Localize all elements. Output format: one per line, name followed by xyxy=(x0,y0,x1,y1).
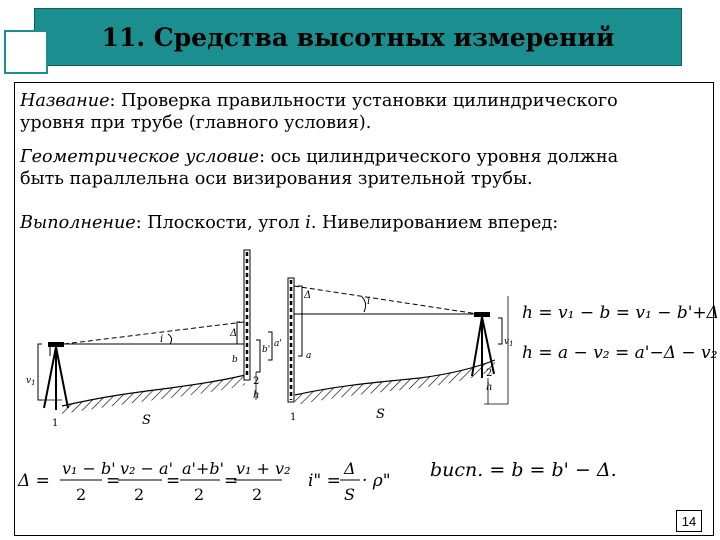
label-i-right: i xyxy=(367,296,371,307)
label-s-left: S xyxy=(142,413,151,428)
label-delta-right: Δ xyxy=(304,290,312,301)
condition-text-line2: быть параллельна оси визирования зрительной трубы. xyxy=(20,169,533,189)
name-text: : Проверка правильности установки цилиндрического xyxy=(109,91,618,111)
leveling-staff-left xyxy=(244,250,250,380)
label-a: a xyxy=(306,351,312,361)
execution-text: : Плоскости, угол xyxy=(135,213,306,233)
condition-text: : ось цилиндрического уровня должна xyxy=(259,147,619,167)
label-point-1-left: 1 xyxy=(52,418,59,429)
svg-text:2: 2 xyxy=(252,485,263,504)
svg-text:2: 2 xyxy=(76,485,87,504)
page-title: 11. Средства высотных измерений xyxy=(101,22,615,52)
svg-text:Δ: Δ xyxy=(344,459,356,478)
label-v1-right: $v_1$ xyxy=(504,337,514,348)
label-bprime: b' xyxy=(262,345,271,355)
name-text-line2: уровня при трубе (главного условия). xyxy=(20,113,372,133)
label-point-1-right: 1 xyxy=(290,412,297,423)
svg-text:2: 2 xyxy=(194,485,205,504)
label-aprime: a' xyxy=(274,339,282,349)
label-h-right: h xyxy=(486,382,493,393)
execution-tail: . Нивелированием вперед: xyxy=(310,213,559,233)
execution-var: i xyxy=(305,213,311,233)
label-v1-left: $v_1$ xyxy=(26,376,36,387)
svg-text:a'+b': a'+b' xyxy=(182,459,224,478)
formula-h-2: h = a − v₂ = a'−Δ − v₂ xyxy=(522,343,718,363)
formula-angle xyxy=(308,459,391,504)
svg-text:=: = xyxy=(166,471,181,491)
svg-text:Δ =: Δ = xyxy=(18,471,50,491)
formula-b-isp: bисп. = b = b' − Δ. xyxy=(430,459,617,481)
formula-delta xyxy=(17,459,290,504)
leveling-staff-right xyxy=(288,278,294,402)
execution-label: Выполнение xyxy=(20,213,136,233)
label-b: b xyxy=(232,355,238,365)
svg-text:S: S xyxy=(344,485,355,504)
svg-text:2: 2 xyxy=(134,485,145,504)
svg-text:v₁ + v₂: v₁ + v₂ xyxy=(236,459,291,478)
svg-text:=: = xyxy=(224,471,239,491)
label-h-left: h xyxy=(253,390,260,401)
svg-text:v₂ − a': v₂ − a' xyxy=(120,459,173,478)
name-label: Название xyxy=(20,91,110,111)
label-delta-left: Δ xyxy=(230,328,238,339)
label-i-left: i xyxy=(160,334,164,345)
label-point-2-left: 2 xyxy=(253,376,260,387)
svg-text:· ρ": · ρ" xyxy=(362,471,391,491)
svg-text:v₁ − b': v₁ − b' xyxy=(62,459,116,478)
svg-text:=: = xyxy=(106,471,121,491)
svg-text:i" =: i" = xyxy=(308,471,341,491)
label-s-right: S xyxy=(376,407,385,422)
ground-right xyxy=(295,360,495,405)
page-number: 14 xyxy=(676,510,702,532)
label-point-2-right: 2 xyxy=(486,368,493,379)
formula-h-1: h = v₁ − b = v₁ − b'+Δ xyxy=(522,303,719,323)
condition-label: Геометрическое условие xyxy=(20,147,260,167)
